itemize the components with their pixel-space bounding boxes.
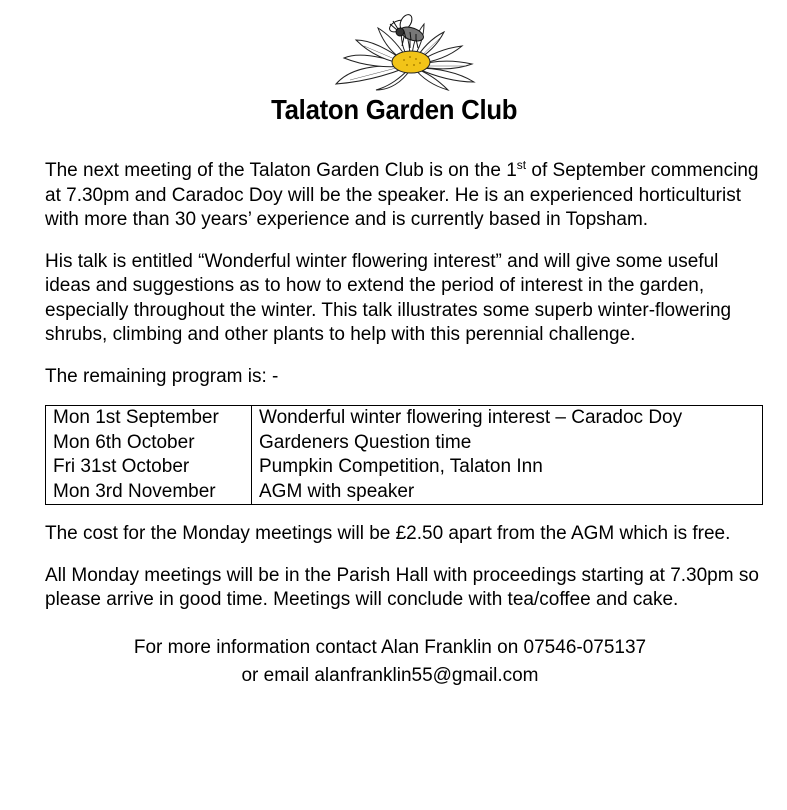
contact-email-line: or email alanfranklin55@gmail.com xyxy=(241,664,539,686)
program-event: Wonderful winter flowering interest – Caradoc Doy xyxy=(252,406,763,431)
program-date: Fri 31st October xyxy=(46,455,252,480)
intro-text: The next meeting of the Talaton Garden Club is on the 1 xyxy=(45,160,517,181)
table-row xyxy=(46,431,763,456)
table-row xyxy=(46,480,763,505)
venue-paragraph: All Monday meetings will be in the Parish Hall with proceedings starting at 7.30pm so please arrive in good time. Meetings will conclude with tea/coffee and cake. xyxy=(45,564,759,610)
ordinal-suffix: st xyxy=(516,158,527,172)
talk-paragraph: His talk is entitled “Wonderful winter flowering interest” and will give some useful ideas and suggestions as to how to extend the period of interest in the garden, especially throughout the winter. This talk illustrates some superb winter-flowering shrubs, climbing and other plants to help with this perennial challenge. xyxy=(45,250,732,345)
program-event: Pumpkin Competition, Talaton Inn xyxy=(252,455,763,480)
contact-phone-line: For more information contact Alan Franklin on 07546-075137 xyxy=(133,636,647,658)
program-date: Mon 3rd November xyxy=(46,480,252,505)
intro-text-continued: of September commencing at 7.30pm and Caradoc Doy will be the speaker. He is an experienced horticulturist with more than 30 years’ experience and is currently based in Topsham. xyxy=(45,160,759,230)
intro-paragraph xyxy=(45,159,765,233)
cost-paragraph: The cost for the Monday meetings will be £2.50 apart from the AGM which is free. xyxy=(45,523,731,544)
table-row xyxy=(46,455,763,480)
table-row xyxy=(46,406,763,431)
contact-info xyxy=(45,634,765,690)
program-event: Gardeners Question time xyxy=(252,431,763,456)
program-intro: The remaining program is: - xyxy=(45,365,279,387)
club-title: Talaton Garden Club xyxy=(271,94,518,125)
bee-on-daisy-icon xyxy=(330,4,480,92)
program-table xyxy=(45,405,763,505)
newsletter-body xyxy=(45,159,765,690)
program-event: AGM with speaker xyxy=(252,480,763,505)
program-date: Mon 6th October xyxy=(46,431,252,456)
program-date: Mon 1st September xyxy=(46,406,252,431)
